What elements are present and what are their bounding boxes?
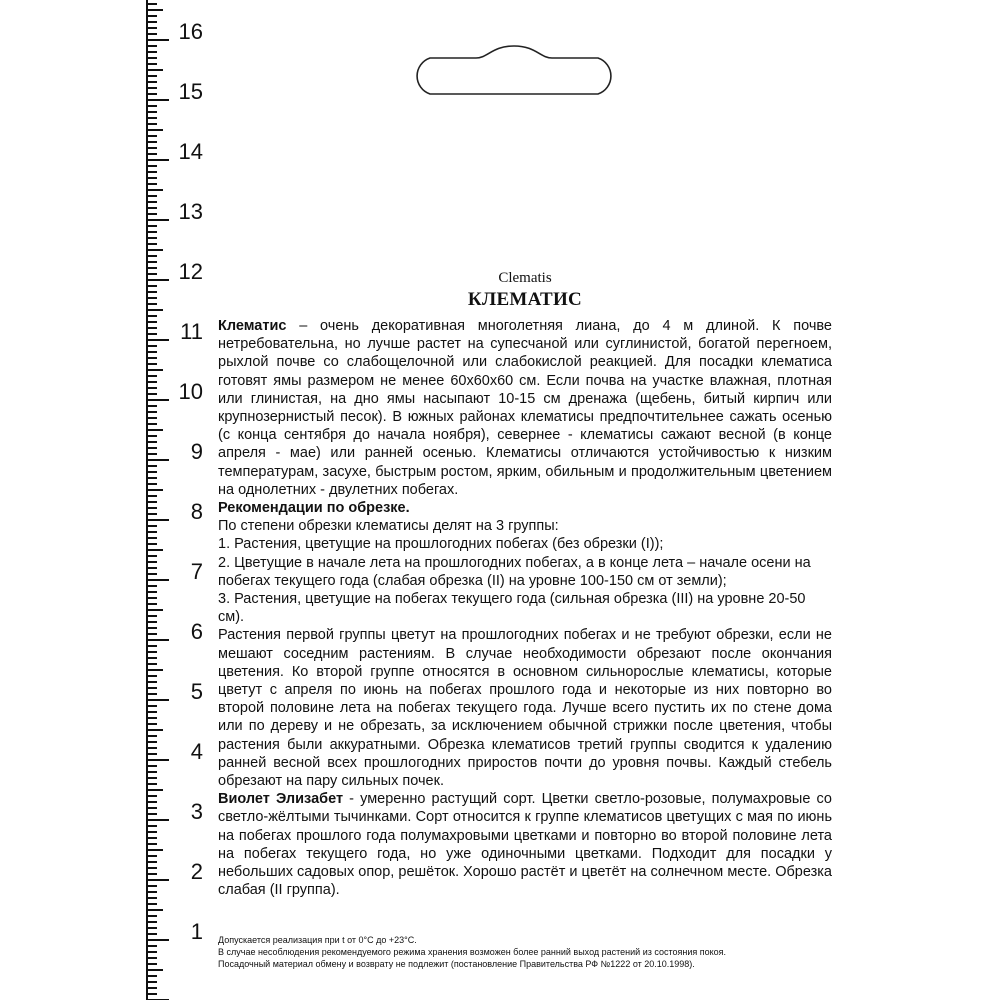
ruler-label-16: 16 (178, 19, 203, 44)
latin-name: Clematis (498, 270, 552, 286)
variety-name: Виолет Элизабет (218, 791, 344, 808)
pruning-group-3: 3. Растения, цветущие на побегах текущего года (сильная обрезка (III) на уровне 20-50 см). (218, 591, 806, 626)
ruler-label-7: 7 (190, 559, 203, 584)
description-paragraph (218, 317, 832, 499)
ruler-label-2: 2 (190, 859, 203, 884)
ruler-label-9: 9 (190, 439, 203, 464)
ruler-label-6: 6 (190, 619, 203, 644)
ruler-label-1: 1 (190, 919, 203, 944)
ruler-label-13: 13 (178, 199, 203, 224)
measuring-ruler (0, 0, 220, 1000)
variety-text: - умеренно растущий сорт. Цветки светло-розовые, полумахровые со светло-жёлтыми тычинками. Сорт относится к группе клематисов цветущих с мая по июнь на побегах прошлого года полумахровыми цветками и повторно во второй половине лета на побегах текущего года, но уже одиночными цветками. Подходит для посадки у небольших садовых опор, решёток. Хорошо растёт и цветёт на солнечном месте. Обрезка слабая (II группа). (218, 791, 832, 899)
ruler-label-10: 10 (178, 379, 203, 404)
footer-line-3: Посадочный материал обмену и возврату не подлежит (постановление Правительства РФ №1222 от 20.10.1998). (218, 959, 695, 969)
ruler-label-14: 14 (178, 139, 203, 164)
ruler-label-15: 15 (178, 79, 203, 104)
variety-paragraph (218, 790, 832, 899)
ruler-label-12: 12 (178, 259, 203, 284)
instruction-card (218, 270, 832, 900)
description-text: – очень декоративная многолетняя лиана, до 4 м длиной. К почве нетребовательна, но лучше растет на супесчаной или суглинистой, богатой перегноем, рыхлой почве со слабощелочной или слабокислой реакцией. Для посадки клематиса готовят ямы размером не менее 60х60х60 см. Если почва на участке влажная, плотная или глинистая, на дно ямы насыпают 10-15 см дренажа (щебень, битый кирпич или крупнозернистый песок). В южных районах клематисы предпочтительнее сажать осенью (с конца сентября до начала ноября), севернее - клематисы сажают весной (в конце апреля - мае) или ранней осенью. Клематисы отличаются устойчивостью к низким температурам, засухе, быстрым ростом, ярким, обильным и продолжительным цветением на однолетних - двулетних побегах. (218, 318, 832, 498)
storage-notes (218, 934, 858, 970)
page-title: КЛЕМАТИС (467, 289, 583, 310)
footer-line-1: Допускается реализация при t от 0°С до +23°С. (218, 935, 417, 945)
pruning-text: Растения первой группы цветут на прошлогодних побегах и не требуют обрезки, если не мешают соседним растениям. В случае необходимости обрезают после окончания цветения. Ко второй группе относятся в основном сильнорослые клематисы, которые цветут с апреля по июнь на побегах прошлого года и некоторые из них повторно во второй половине лета на побегах текущего года. Лучше всего пустить их по стене дома или по дереву и не обрезать, за исключением обычной стрижки после цветения, чтобы растения были аккуратными. Обрезка клематисов третий группы сводится к удалению ранней весной всех прошлогодних приростов почти до уровня почвы. Каждый стебель обрезают на пару сильных почек. (218, 627, 832, 790)
pruning-intro: По степени обрезки клематисы делят на 3 группы: (218, 518, 559, 535)
ruler-label-8: 8 (190, 499, 203, 524)
pruning-group-1: 1. Растения, цветущие на прошлогодних побегах (без обрезки (I)); (218, 536, 664, 553)
pruning-heading: Рекомендации по обрезке. (218, 500, 410, 517)
description-lead: Клематис (218, 318, 287, 334)
ruler-label-3: 3 (190, 799, 203, 824)
ruler-label-11: 11 (180, 319, 203, 344)
hang-hole-cutout (408, 44, 620, 96)
ruler-label-4: 4 (190, 739, 203, 764)
ruler-label-5: 5 (190, 679, 203, 704)
pruning-group-2: 2. Цветущие в начале лета на прошлогодних побегах, а в конце лета – начале осени на побегах текущего года (слабая обрезка (II) на уровне 100-150 см от земли); (218, 554, 811, 589)
footer-line-2: В случае несоблюдения рекомендуемого режима хранения возможен более ранний выход растений из состояния покоя. (218, 947, 727, 957)
